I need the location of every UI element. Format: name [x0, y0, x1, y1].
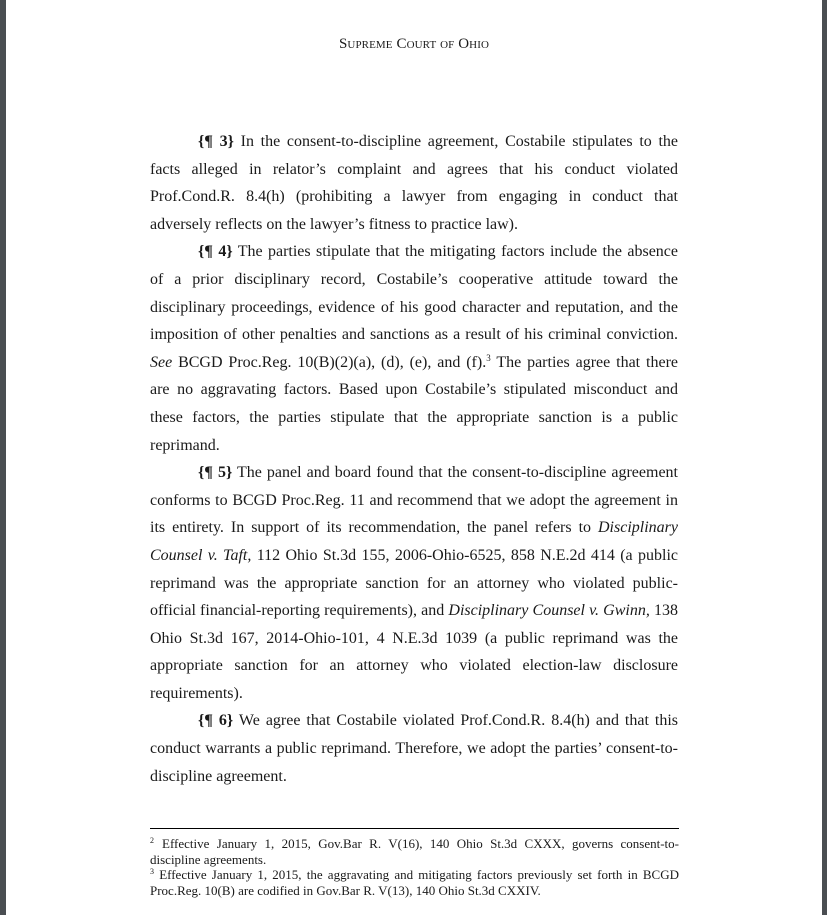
- paragraph-text: 112 Ohio St.3d 155, 2006-Ohio-6525, 858 N.E.2d 414 (a public reprimand was the appropriate sanction for an attorney who violated public-official financial-reporting requirements), and: [150, 546, 678, 620]
- footnote-text: Effective January 1, 2015, the aggravating and mitigating factors previously set forth in BCGD Proc.Reg. 10(B) are codified in Gov.Bar R. V(13), 140 Ohio St.3d CXXIV.: [150, 867, 679, 898]
- footnote-divider: [150, 828, 679, 829]
- paragraph-3: [150, 128, 678, 238]
- paragraph-number: {¶ 4}: [198, 243, 233, 261]
- document-page: [6, 0, 822, 915]
- opinion-body: [150, 128, 678, 790]
- paragraph-number: {¶ 3}: [198, 133, 234, 150]
- paragraph-text: BCGD Proc.Reg. 10(B)(2)(a), (d), (e), and (f).: [172, 353, 487, 371]
- footnote-reference[interactable]: 3: [486, 352, 491, 363]
- footnotes: [150, 836, 679, 898]
- footnote-3: [150, 867, 679, 898]
- paragraph-text: In the consent-to-discipline agreement, Costabile stipulates to the facts alleged in relator’s complaint and agrees that his conduct violated Prof.Cond.R. 8.4(h) (prohibiting a lawyer from engaging in conduct that adversely reflects on the lawyer’s fitness to practice law).: [150, 133, 678, 233]
- case-name-taft: Disciplinary Counsel v. Taft,: [150, 519, 678, 564]
- case-name-gwinn: Disciplinary Counsel v. Gwinn,: [448, 602, 650, 620]
- paragraph-text: The parties agree that there are no aggravating factors. Based upon Costabile’s stipulated misconduct and these factors, the parties stipulate that the appropriate sanction is a public reprimand.: [150, 353, 678, 454]
- paragraph-number: {¶ 6}: [198, 712, 234, 730]
- footnote-marker: 3: [150, 867, 154, 876]
- citation-signal: See: [150, 353, 173, 371]
- running-head-text: Supreme Court of Ohio: [338, 36, 490, 52]
- paragraph-number: {¶ 5}: [198, 464, 233, 482]
- paragraph-text: We agree that Costabile violated Prof.Cond.R. 8.4(h) and that this conduct warrants a public reprimand. Therefore, we adopt the parties’ consent-to-discipline agreement.: [150, 712, 679, 785]
- paragraph-6: [150, 707, 678, 790]
- footnote-marker: 2: [150, 836, 154, 845]
- paragraph-5: [150, 459, 678, 707]
- paragraph-text: The parties stipulate that the mitigating factors include the absence of a prior disciplinary record, Costabile’s cooperative attitude toward the disciplinary proceedings, evidence of his good character and reputation, and the imposition of other penalties and sanctions as a result of his criminal conviction.: [150, 243, 679, 344]
- running-head: [6, 36, 822, 53]
- paragraph-4: [150, 238, 678, 459]
- paragraph-text: 138 Ohio St.3d 167, 2014-Ohio-101, 4 N.E.3d 1039 (a public reprimand was the appropriate sanction for an attorney who violated election-law disclosure requirements).: [150, 602, 679, 702]
- footnote-2: [150, 836, 679, 867]
- footnote-text: Effective January 1, 2015, Gov.Bar R. V(16), 140 Ohio St.3d CXXX, governs consent-to-discipline agreements.: [150, 836, 679, 867]
- paragraph-text: The panel and board found that the consent-to-discipline agreement conforms to BCGD Proc.Reg. 11 and recommend that we adopt the agreement in its entirety. In support of its recommendation, the panel refers to: [150, 464, 678, 537]
